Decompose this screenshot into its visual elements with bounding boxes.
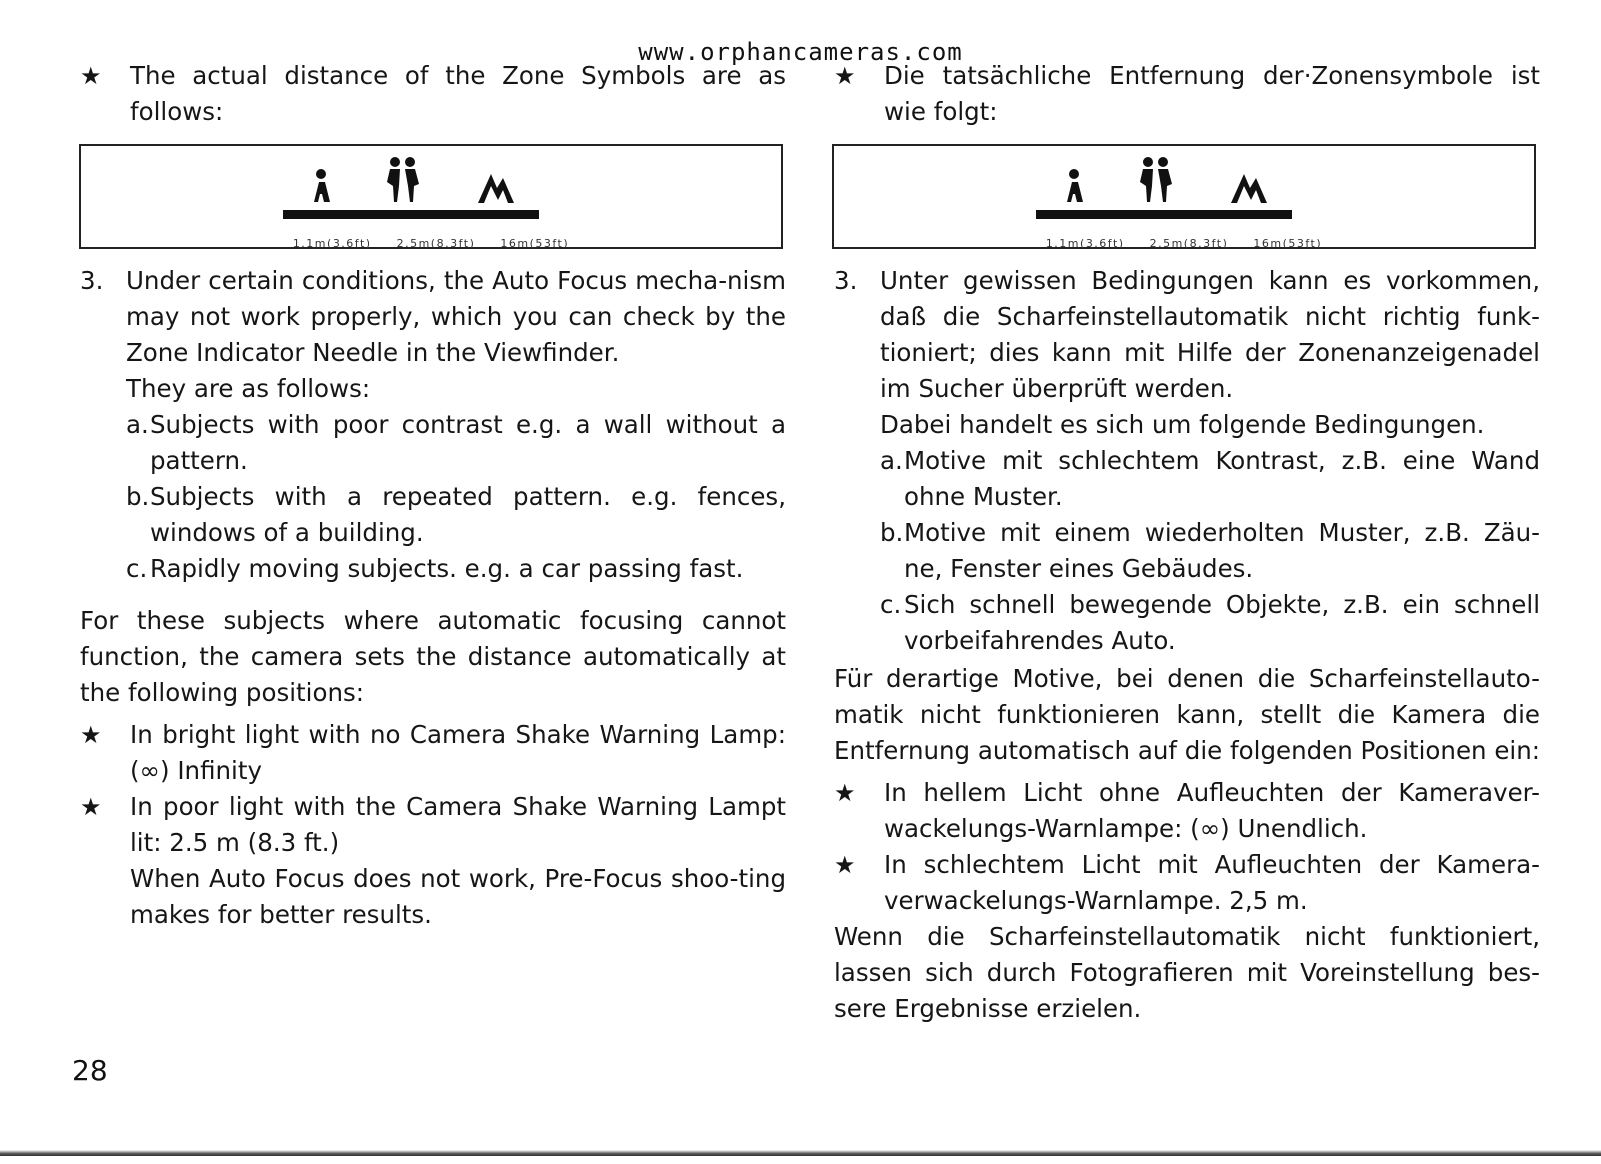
sub-item-c bbox=[126, 551, 786, 587]
single-person-icon bbox=[1062, 168, 1086, 204]
star-icon: ★ bbox=[80, 721, 102, 749]
star-icon: ★ bbox=[834, 851, 856, 879]
sub-letter: a. bbox=[126, 410, 149, 439]
item-3 bbox=[834, 263, 1540, 659]
two-persons-icon bbox=[1136, 156, 1176, 204]
bright-light-bullet bbox=[834, 775, 1540, 847]
zone-symbols-diagram bbox=[79, 144, 783, 249]
zone-scale bbox=[81, 226, 781, 262]
item-number: 3. bbox=[834, 266, 858, 295]
zone-symbols-diagram bbox=[832, 144, 1536, 249]
mountain-icon bbox=[1230, 170, 1268, 204]
zone-range-bar bbox=[283, 210, 539, 219]
item-3-text: Unter gewissen Bedingungen kann es vorkommen, daß die Scharfeinstellautomatik nicht richtig funk-tioniert; dies kann mit Hilfe der Zonenanzeigenadel im Sucher überprüft werden. bbox=[880, 266, 1540, 403]
item-3 bbox=[80, 263, 786, 587]
sub-letter: b. bbox=[126, 482, 150, 511]
two-persons-icon bbox=[383, 156, 423, 204]
sub-item-b bbox=[126, 479, 786, 551]
scale-near: 1.1m(3.6ft) bbox=[1045, 237, 1125, 250]
sub-letter: a. bbox=[880, 446, 903, 475]
poor-light-bullet bbox=[834, 847, 1540, 919]
english-column bbox=[80, 58, 786, 933]
intro-text: The actual distance of the Zone Symbols are as follows: bbox=[130, 61, 786, 126]
watermark: www.orphancameras.com bbox=[638, 38, 963, 66]
zone-range-bar bbox=[1036, 210, 1292, 219]
item-number: 3. bbox=[80, 266, 104, 295]
closing-text: When Auto Focus does not work, Pre-Focus shoo-ting makes for better results. bbox=[130, 864, 786, 929]
single-person-icon bbox=[309, 168, 333, 204]
scale-mid: 2.5m(8.3ft) bbox=[1149, 237, 1229, 250]
item-3-follow: They are as follows: bbox=[126, 374, 371, 403]
sub-item-b bbox=[880, 515, 1540, 587]
bright-light-bullet bbox=[80, 717, 786, 789]
sub-text: Motive mit schlechtem Kontrast, z.B. eine Wand ohne Muster. bbox=[904, 446, 1540, 511]
star-icon: ★ bbox=[80, 62, 102, 90]
bullet-text: In poor light with the Camera Shake Warning Lampt lit: 2.5 m (8.3 ft.) bbox=[130, 792, 786, 857]
closing-text: Wenn die Scharfeinstellautomatik nicht funktioniert, lassen sich durch Fotografieren mit Voreinstellung bes-sere Ergebnisse erzielen. bbox=[834, 922, 1540, 1023]
bullet-text: In hellem Licht ohne Aufleuchten der Kameraver-wackelungs-Warnlampe: (∞) Unendlich. bbox=[884, 778, 1540, 843]
sub-item-a bbox=[126, 407, 786, 479]
item-3-follow: Dabei handelt es sich um folgende Bedingungen. bbox=[880, 410, 1485, 439]
sub-text: Sich schnell bewegende Objekte, z.B. ein schnell vorbeifahrendes Auto. bbox=[904, 590, 1540, 655]
scale-far: 16m(53ft) bbox=[500, 237, 570, 250]
poor-light-bullet bbox=[80, 789, 786, 861]
item-3-text: Under certain conditions, the Auto Focus mecha-nism may not work properly, which you can check by the Zone Indicator Needle in the Viewfinder. bbox=[126, 266, 786, 367]
german-column bbox=[834, 58, 1540, 1027]
bullet-text: In bright light with no Camera Shake Warning Lamp: (∞) Infinity bbox=[130, 720, 786, 785]
intro-bullet bbox=[834, 58, 1540, 130]
sub-letter: b. bbox=[880, 518, 904, 547]
zone-scale bbox=[834, 226, 1534, 262]
star-icon: ★ bbox=[80, 793, 102, 821]
sub-letter: c. bbox=[880, 590, 902, 619]
page-number: 28 bbox=[72, 1054, 108, 1087]
positions-paragraph: For these subjects where automatic focusing cannot function, the camera sets the distance automatically at the following positions: bbox=[80, 606, 786, 707]
sub-text: Motive mit einem wiederholten Muster, z.B. Zäu-ne, Fenster eines Gebäudes. bbox=[904, 518, 1540, 583]
sub-letter: c. bbox=[126, 554, 148, 583]
sub-text: Subjects with a repeated pattern. e.g. fences, windows of a building. bbox=[150, 482, 786, 547]
sub-item-c bbox=[880, 587, 1540, 659]
scale-near: 1.1m(3.6ft) bbox=[292, 237, 372, 250]
positions-paragraph: Für derartige Motive, bei denen die Scharfeinstellauto-matik nicht funktionieren kann, stellt die Kamera die Entfernung automatisch auf die folgenden Positionen ein: bbox=[834, 664, 1540, 765]
page-edge-shadow bbox=[0, 1150, 1601, 1156]
intro-bullet bbox=[80, 58, 786, 130]
sub-item-a bbox=[880, 443, 1540, 515]
scale-far: 16m(53ft) bbox=[1253, 237, 1323, 250]
sub-text: Subjects with poor contrast e.g. a wall without a pattern. bbox=[150, 410, 786, 475]
mountain-icon bbox=[477, 170, 515, 204]
bullet-text: In schlechtem Licht mit Aufleuchten der Kamera-verwackelungs-Warnlampe. 2,5 m. bbox=[884, 850, 1540, 915]
star-icon: ★ bbox=[834, 779, 856, 807]
sub-text: Rapidly moving subjects. e.g. a car passing fast. bbox=[150, 554, 744, 583]
scale-mid: 2.5m(8.3ft) bbox=[396, 237, 476, 250]
star-icon: ★ bbox=[834, 62, 856, 90]
intro-text: Die tatsächliche Entfernung der·Zonensymbole ist wie folgt: bbox=[884, 61, 1540, 126]
